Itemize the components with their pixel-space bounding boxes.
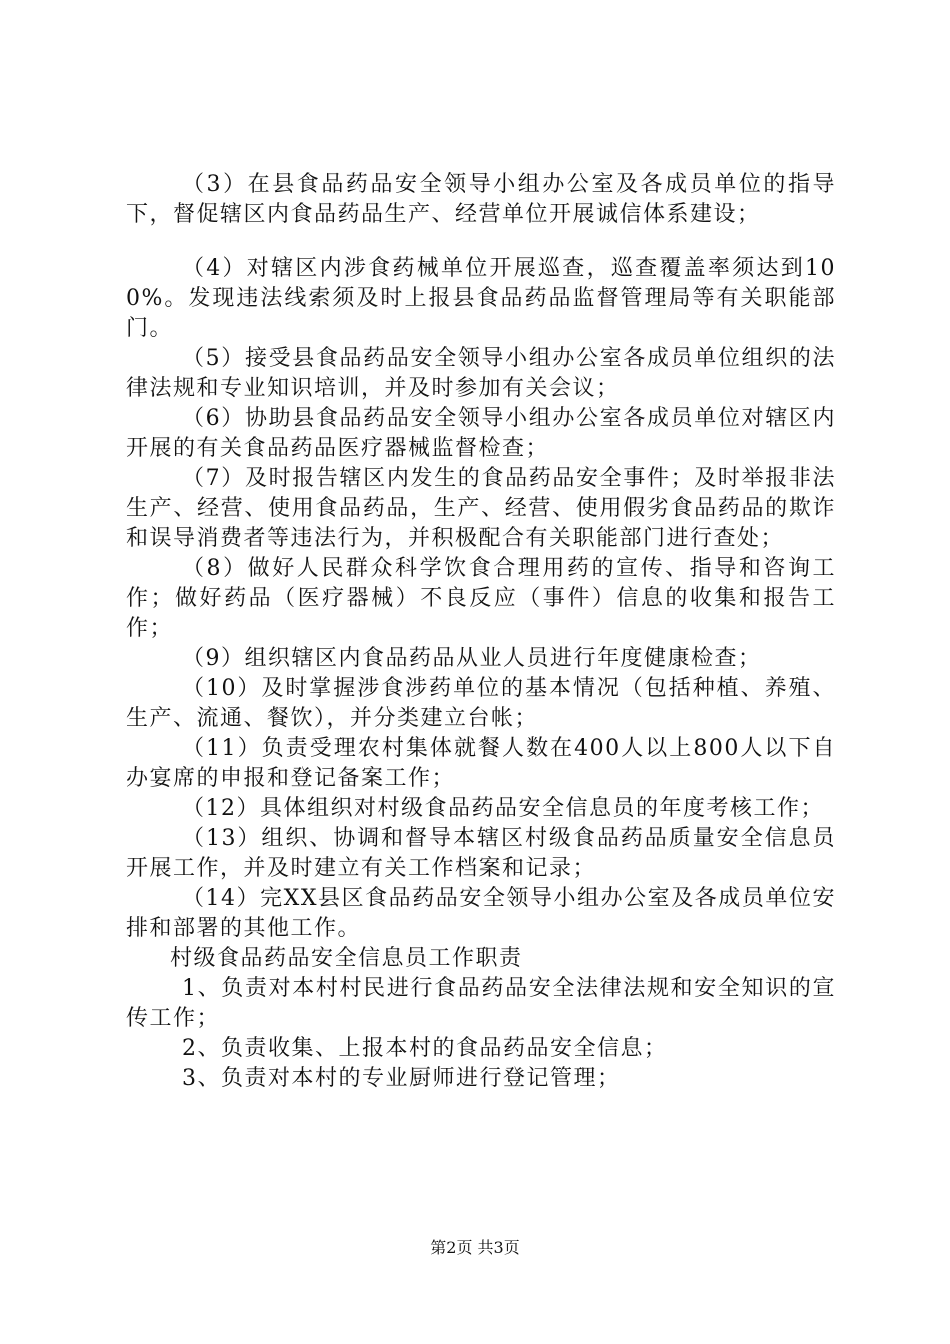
- paragraph-duty-2: 2、负责收集、上报本村的食品药品安全信息；: [182, 1036, 668, 1061]
- paragraph-item-3: （3）在县食品药品安全领导小组办公室及各成员单位的指导下，督促辖区内食品药品生产、经营单位开展诚信体系建设；: [126, 172, 836, 227]
- paragraph-item-14: （14）完XX县区食品药品安全领导小组办公室及各成员单位安排和部署的其他工作。: [126, 886, 836, 941]
- paragraph-item-9: （9）组织辖区内食品药品从业人员进行年度健康检查；: [182, 646, 762, 671]
- section-heading: 村级食品药品安全信息员工作职责: [170, 946, 523, 971]
- paragraph-duty-3: 3、负责对本村的专业厨师进行登记管理；: [182, 1066, 621, 1091]
- page-indicator: 第2页 共3页: [430, 1238, 520, 1257]
- paragraph-item-10: （10）及时掌握涉食涉药单位的基本情况（包括种植、养殖、生产、流通、餐饮），并分类建立台帐；: [126, 676, 836, 731]
- document-body: [126, 170, 836, 1094]
- paragraph-item-5: （5）接受县食品药品安全领导小组办公室各成员单位组织的法律法规和专业知识培训，并及时参加有关会议；: [126, 346, 836, 401]
- paragraph-item-11: （11）负责受理农村集体就餐人数在400人以上800人以下自办宴席的申报和登记备案工作；: [126, 736, 836, 791]
- paragraph-item-8: （8）做好人民群众科学饮食合理用药的宣传、指导和咨询工作；做好药品（医疗器械）不良反应（事件）信息的收集和报告工作；: [126, 556, 836, 641]
- paragraph-item-7: （7）及时报告辖区内发生的食品药品安全事件；及时举报非法生产、经营、使用食品药品，生产、经营、使用假劣食品药品的欺诈和误导消费者等违法行为，并积极配合有关职能部门进行查处；: [126, 466, 836, 551]
- paragraph-item-6: （6）协助县食品药品安全领导小组办公室各成员单位对辖区内开展的有关食品药品医疗器械监督检查；: [126, 406, 836, 461]
- paragraph-item-4: （4）对辖区内涉食药械单位开展巡查，巡查覆盖率须达到100%。发现违法线索须及时上报县食品药品监督管理局等有关职能部门。: [126, 256, 836, 341]
- paragraph-item-12: （12）具体组织对村级食品药品安全信息员的年度考核工作；: [182, 796, 824, 821]
- paragraph-duty-1: 1、负责对本村村民进行食品药品安全法律法规和安全知识的宣传工作；: [126, 976, 836, 1031]
- paragraph-item-13: （13）组织、协调和督导本辖区村级食品药品质量安全信息员开展工作，并及时建立有关工作档案和记录；: [126, 826, 836, 881]
